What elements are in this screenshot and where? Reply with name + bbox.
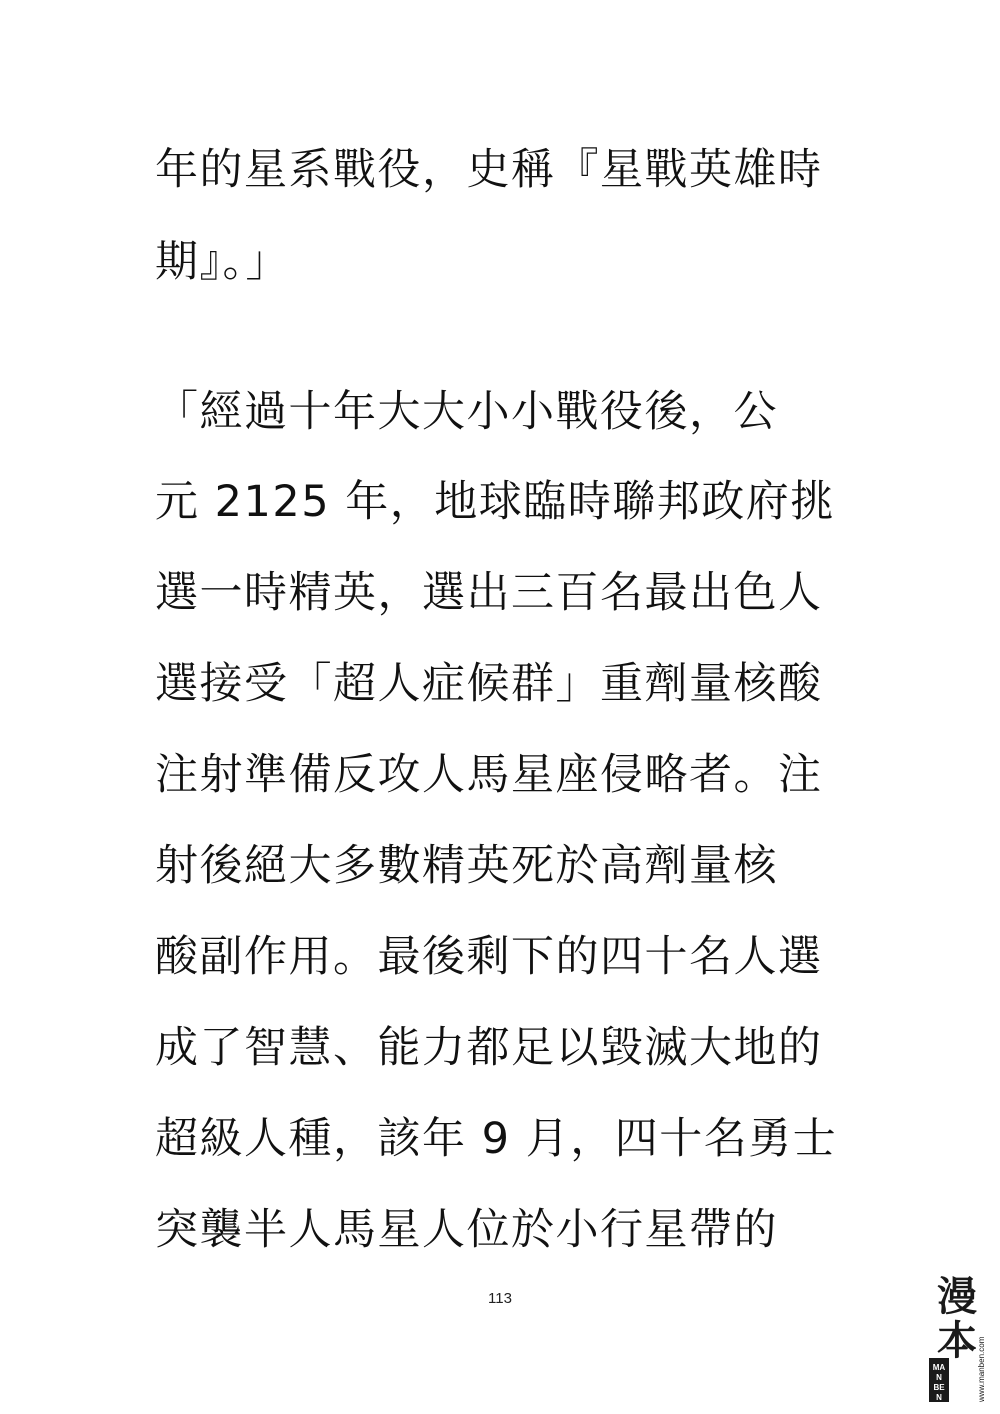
text-line: 成了智慧、能力都足以毀滅大地的 xyxy=(155,1023,823,1073)
text-line: 注射準備反攻人馬星座侵略者。注 xyxy=(155,750,823,800)
text-line: 年的星系戰役，史稱『星戰英雄時 xyxy=(155,145,823,195)
text-line: 突襲半人馬星人位於小行星帶的 xyxy=(155,1205,778,1255)
svg-text:N: N xyxy=(936,1393,942,1402)
text-line: 酸副作用。最後剩下的四十名人選 xyxy=(155,932,823,982)
svg-text:N: N xyxy=(936,1373,942,1382)
svg-text:MA: MA xyxy=(932,1363,946,1372)
manben-watermark-logo xyxy=(927,1262,989,1404)
svg-text:BE: BE xyxy=(933,1383,945,1392)
page-number: 113 xyxy=(488,1290,512,1307)
svg-text:漫: 漫 xyxy=(937,1274,977,1320)
text-line: 射後絕大多數精英死於高劑量核 xyxy=(155,841,778,891)
svg-text:www.manben.com: www.manben.com xyxy=(977,1336,986,1402)
text-line: 選一時精英，選出三百名最出色人 xyxy=(155,568,823,618)
text-line: 「經過十年大大小小戰役後，公 xyxy=(155,387,778,437)
text-line: 元 2125 年，地球臨時聯邦政府挑 xyxy=(155,477,835,527)
text-line: 超級人種，該年 9 月，四十名勇士 xyxy=(155,1114,838,1164)
text-line: 期』。」 xyxy=(155,237,290,287)
text-line: 選接受「超人症候群」重劑量核酸 xyxy=(155,659,823,709)
svg-text:本: 本 xyxy=(937,1318,977,1364)
